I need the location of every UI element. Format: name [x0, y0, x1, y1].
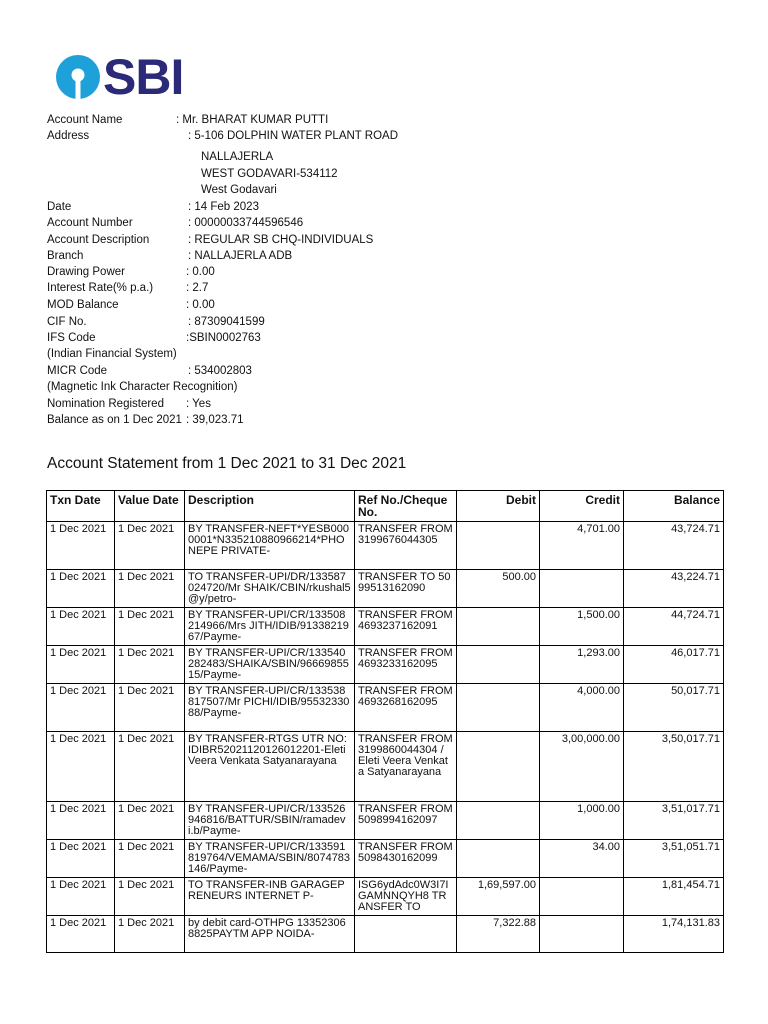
account-info-label: Nomination Registered	[47, 398, 164, 410]
cell-debit	[457, 684, 540, 732]
account-info-label: Account Number	[47, 217, 133, 229]
account-info-value: : REGULAR SB CHQ-INDIVIDUALS	[188, 234, 374, 246]
table-row	[47, 684, 724, 732]
account-info-label: MICR Code	[47, 365, 108, 377]
cell-value-date: 1 Dec 2021	[115, 522, 185, 570]
cell-debit	[457, 802, 540, 840]
column-header: Txn Date	[47, 491, 115, 522]
cell-credit: 1,000.00	[540, 802, 624, 840]
cell-description: TO TRANSFER-INB GARAGEPRENEURS INTERNET P-	[185, 878, 355, 916]
cell-balance: 3,51,051.71	[624, 840, 724, 878]
cell-balance: 3,51,017.71	[624, 802, 724, 840]
cell-description: BY TRANSFER-UPI/CR/133538817507/Mr PICHI/IDIB/9553233088/Payme-	[185, 684, 355, 732]
account-info-value: : Yes	[186, 398, 211, 410]
cell-txn-date: 1 Dec 2021	[47, 732, 115, 802]
cell-value-date: 1 Dec 2021	[115, 646, 185, 684]
table-row	[47, 732, 724, 802]
brand-name: SBI	[103, 49, 184, 105]
cell-description: BY TRANSFER-RTGS UTR NO: IDIBR52021120126012201-Eleti Veera Venkata Satyanarayana	[185, 732, 355, 802]
cell-ref: TRANSFER FROM 5098994162097	[355, 802, 457, 840]
cell-credit: 34.00	[540, 840, 624, 878]
table-row	[47, 878, 724, 916]
column-header: Debit	[457, 491, 540, 522]
cell-txn-date: 1 Dec 2021	[47, 916, 115, 953]
cell-credit	[540, 878, 624, 916]
account-info-value: : NALLAJERLA ADB	[188, 250, 293, 262]
cell-balance: 43,724.71	[624, 522, 724, 570]
cell-ref: TRANSFER FROM 3199676044305	[355, 522, 457, 570]
account-info-label: Account Description	[47, 234, 150, 246]
account-info-label: Branch	[47, 250, 84, 262]
table-row	[47, 916, 724, 953]
column-header: Balance	[624, 491, 724, 522]
cell-txn-date: 1 Dec 2021	[47, 878, 115, 916]
account-info-value: : 87309041599	[188, 316, 265, 328]
cell-txn-date: 1 Dec 2021	[47, 802, 115, 840]
table-row	[47, 840, 724, 878]
cell-debit: 1,69,597.00	[457, 878, 540, 916]
cell-value-date: 1 Dec 2021	[115, 840, 185, 878]
cell-value-date: 1 Dec 2021	[115, 732, 185, 802]
cell-balance: 43,224.71	[624, 570, 724, 608]
transactions-table	[46, 490, 724, 953]
account-info-value: :SBIN0002763	[186, 332, 261, 344]
table-row	[47, 608, 724, 646]
cell-debit: 7,322.88	[457, 916, 540, 953]
cell-balance: 46,017.71	[624, 646, 724, 684]
account-info-label: Date	[47, 201, 72, 213]
cell-credit: 1,293.00	[540, 646, 624, 684]
account-info-label: (Magnetic Ink Character Recognition)	[47, 381, 238, 393]
sbi-logo	[55, 49, 184, 105]
cell-credit: 4,701.00	[540, 522, 624, 570]
cell-credit: 3,00,000.00	[540, 732, 624, 802]
cell-credit	[540, 916, 624, 953]
cell-description: BY TRANSFER-UPI/CR/133526946816/BATTUR/SBIN/ramadevi.b/Payme-	[185, 802, 355, 840]
cell-value-date: 1 Dec 2021	[115, 878, 185, 916]
account-info-value: : 00000033744596546	[188, 217, 304, 229]
account-info-label: MOD Balance	[47, 299, 119, 311]
cell-ref	[355, 916, 457, 953]
column-header: Credit	[540, 491, 624, 522]
account-info-label: (Indian Financial System)	[47, 348, 177, 360]
cell-ref: TRANSFER FROM 4693237162091	[355, 608, 457, 646]
cell-txn-date: 1 Dec 2021	[47, 608, 115, 646]
account-info-label: IFS Code	[47, 332, 96, 344]
table-row	[47, 570, 724, 608]
table-header-row	[47, 491, 724, 522]
cell-balance: 1,81,454.71	[624, 878, 724, 916]
cell-debit	[457, 608, 540, 646]
account-info-value: : Mr. BHARAT KUMAR PUTTI	[176, 114, 329, 126]
cell-txn-date: 1 Dec 2021	[47, 646, 115, 684]
transactions-body	[47, 522, 724, 953]
statement-title: Account Statement from 1 Dec 2021 to 31 Dec 2021	[47, 455, 407, 472]
cell-balance: 50,017.71	[624, 684, 724, 732]
cell-credit: 1,500.00	[540, 608, 624, 646]
account-info-label: Drawing Power	[47, 266, 125, 278]
cell-value-date: 1 Dec 2021	[115, 608, 185, 646]
account-info-value: : 0.00	[186, 299, 215, 311]
cell-txn-date: 1 Dec 2021	[47, 684, 115, 732]
cell-description: BY TRANSFER-UPI/CR/133540282483/SHAIKA/SBIN/9666985515/Payme-	[185, 646, 355, 684]
cell-value-date: 1 Dec 2021	[115, 684, 185, 732]
account-info-value: : 14 Feb 2023	[188, 201, 259, 213]
cell-balance: 3,50,017.71	[624, 732, 724, 802]
cell-ref: TRANSFER FROM 3199860044304 / Eleti Veera Venkata Satyanarayana	[355, 732, 457, 802]
cell-value-date: 1 Dec 2021	[115, 802, 185, 840]
cell-ref: TRANSFER FROM 4693268162095	[355, 684, 457, 732]
cell-description: BY TRANSFER-UPI/CR/133591819764/VEMAMA/SBIN/8074783146/Payme-	[185, 840, 355, 878]
account-info-value: : 2.7	[186, 282, 209, 294]
cell-txn-date: 1 Dec 2021	[47, 840, 115, 878]
cell-ref: TRANSFER FROM 4693233162095	[355, 646, 457, 684]
cell-credit: 4,000.00	[540, 684, 624, 732]
cell-description: by debit card-OTHPG 133523068825PAYTM APP NOIDA-	[185, 916, 355, 953]
account-info-label: Balance as on 1 Dec 2021	[47, 414, 182, 426]
column-header: Value Date	[115, 491, 185, 522]
table-row	[47, 522, 724, 570]
cell-debit	[457, 522, 540, 570]
account-info-value: : 534002803	[188, 365, 252, 377]
account-info-value: NALLAJERLA	[201, 151, 274, 163]
account-info-value: : 0.00	[186, 266, 215, 278]
table-row	[47, 646, 724, 684]
table-row	[47, 802, 724, 840]
cell-value-date: 1 Dec 2021	[115, 570, 185, 608]
cell-balance: 1,74,131.83	[624, 916, 724, 953]
account-info-label: Account Name	[47, 114, 123, 126]
account-info-value: WEST GODAVARI-534112	[201, 168, 338, 180]
cell-balance: 44,724.71	[624, 608, 724, 646]
account-info-label: Address	[47, 130, 90, 142]
cell-txn-date: 1 Dec 2021	[47, 570, 115, 608]
account-info-value: West Godavari	[201, 184, 277, 196]
cell-debit	[457, 646, 540, 684]
cell-debit: 500.00	[457, 570, 540, 608]
cell-txn-date: 1 Dec 2021	[47, 522, 115, 570]
account-info-value: : 5-106 DOLPHIN WATER PLANT ROAD	[188, 130, 399, 142]
cell-ref: TRANSFER TO 5099513162090	[355, 570, 457, 608]
cell-value-date: 1 Dec 2021	[115, 916, 185, 953]
account-info-label: Interest Rate(% p.a.)	[47, 282, 154, 294]
account-info-label: CIF No.	[47, 316, 87, 328]
column-header: Ref No./Cheque No.	[355, 491, 457, 522]
cell-credit	[540, 570, 624, 608]
cell-description: TO TRANSFER-UPI/DR/133587024720/Mr SHAIK/CBIN/rkushal5@y/petro-	[185, 570, 355, 608]
cell-debit	[457, 840, 540, 878]
cell-ref: TRANSFER FROM 5098430162099	[355, 840, 457, 878]
cell-ref: ISG6ydAdc0W3I7IGAMNNQYH8 TRANSFER TO	[355, 878, 457, 916]
column-header: Description	[185, 491, 355, 522]
cell-description: BY TRANSFER-UPI/CR/133508214966/Mrs JITH/IDIB/9133821967/Payme-	[185, 608, 355, 646]
cell-description: BY TRANSFER-NEFT*YESB0000001*N335210880966214*PHONEPE PRIVATE-	[185, 522, 355, 570]
sbi-keyhole-logo-icon	[55, 54, 101, 100]
account-info-value: : 39,023.71	[186, 414, 244, 426]
cell-debit	[457, 732, 540, 802]
